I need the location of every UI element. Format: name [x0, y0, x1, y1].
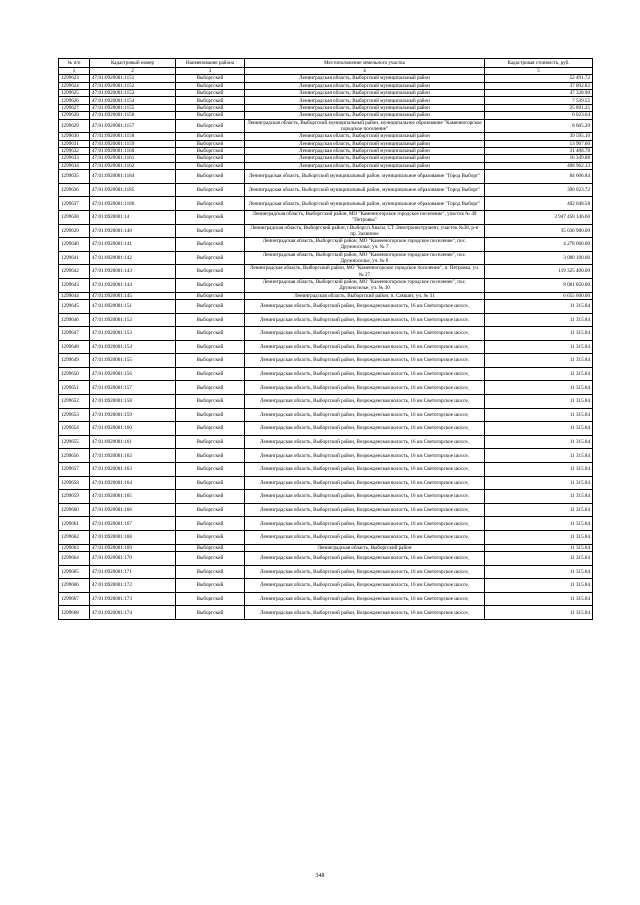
district-name: Выборгский — [176, 162, 245, 169]
location: Ленинградская область, Выборгский муниципальный район, муниципальное образование "Каменногорское городское поселение" — [245, 119, 485, 133]
table-row — [59, 104, 593, 111]
cadastral-number: 47:01:0920001:144 — [90, 278, 176, 292]
cadastral-number: 47:01:0920001:163 — [90, 463, 176, 477]
row-index: 1299644 — [59, 292, 90, 299]
table-row — [59, 327, 593, 341]
district-name: Выборгский — [176, 606, 245, 620]
row-index: 1299654 — [59, 422, 90, 436]
cadastral-number: 47:01:0920001:1162 — [90, 162, 176, 169]
row-index: 1299659 — [59, 490, 90, 504]
cadastral-number: 47:01:0920001:153 — [90, 327, 176, 341]
district-name: Выборгский — [176, 104, 245, 111]
cadastral-number: 47:01:0920001:1158 — [90, 133, 176, 140]
cadastral-cost: 7 539.55 — [485, 97, 593, 104]
cadastral-cost: 3 080 100.00 — [485, 251, 593, 265]
row-index: 1299642 — [59, 265, 90, 279]
column-number: 2 — [90, 68, 176, 75]
row-index: 1299658 — [59, 476, 90, 490]
row-index: 1299651 — [59, 381, 90, 395]
district-name: Выборгский — [176, 490, 245, 504]
cadastral-cost: 47 328.90 — [485, 90, 593, 97]
table-row — [59, 592, 593, 606]
table-row — [59, 299, 593, 313]
table-row — [59, 503, 593, 517]
cadastral-number: 47:01:0920001:141 — [90, 238, 176, 252]
row-index: 1299629 — [59, 119, 90, 133]
district-name: Выборгский — [176, 463, 245, 477]
cadastral-number: 47:01:0920001:145 — [90, 292, 176, 299]
table-row — [59, 422, 593, 436]
table-row — [59, 490, 593, 504]
row-index: 1299656 — [59, 449, 90, 463]
location: Ленинградская область, Выборгский район, Возрожденская волость, 16 км Светогорское шоссе, — [245, 408, 485, 422]
district-name: Выборгский — [176, 133, 245, 140]
location: Ленинградская область, Выборгский муниципальный район — [245, 75, 485, 82]
district-name: Выборгский — [176, 579, 245, 593]
cadastral-cost: 31 408.78 — [485, 148, 593, 155]
cadastral-number: 47:01:0920001:1156 — [90, 112, 176, 119]
table-row — [59, 408, 593, 422]
table-row — [59, 197, 593, 211]
row-index: 1299643 — [59, 278, 90, 292]
cadastral-cost: 11 315.84 — [485, 381, 593, 395]
cadastral-cost: 11 315.84 — [485, 340, 593, 354]
cadastral-cost: 11 315.84 — [485, 327, 593, 341]
location: Ленинградская область, Выборгский район, г.Выборг,п.Хвагы, СТ Электроинструмент, участок №38, р-н пр. Залинное — [245, 224, 485, 238]
district-name: Выборгский — [176, 408, 245, 422]
cadastral-number: 47:01:0920001:1153 — [90, 90, 176, 97]
table-row — [59, 112, 593, 119]
district-name: Выборгский — [176, 381, 245, 395]
location: Ленинградская область, Выборгский район, МО "Каменногорское городское поселение", пос. Дружноселье, уч. № 7 — [245, 238, 485, 252]
table-row — [59, 155, 593, 162]
location: Ленинградская область, Выборгский район, Возрожденская волость, 16 км Светогорское шоссе, — [245, 299, 485, 313]
table-row — [59, 367, 593, 381]
cadastral-number: 47:01:0920001:160 — [90, 422, 176, 436]
table-row — [59, 133, 593, 140]
location: Ленинградская область, Выборгский район, Возрожденская волость, 16 км Светогорское шоссе, — [245, 476, 485, 490]
location: Ленинградская область, Выборгский муниципальный район — [245, 97, 485, 104]
cadastral-number: 47:01:0920001:1161 — [90, 155, 176, 162]
location: Ленинградская область, Выборгский район, Возрожденская волость, 16 км Светогорское шоссе, — [245, 606, 485, 620]
location: Ленинградская область, Выборгский район, Возрожденская волость, 16 км Светогорское шоссе, — [245, 463, 485, 477]
cadastral-number: 47:01:0920001:155 — [90, 354, 176, 368]
cadastral-number: 47:01:0920001:1184 — [90, 170, 176, 184]
cadastral-number: 47:01:0920001:174 — [90, 606, 176, 620]
cadastral-cost: 11 315.84 — [485, 552, 593, 566]
column-number: 5 — [485, 68, 593, 75]
district-name: Выборгский — [176, 354, 245, 368]
cadastral-cost: 390 023.72 — [485, 183, 593, 197]
cadastral-number: 47:01:0920001:164 — [90, 476, 176, 490]
district-name: Выборгский — [176, 183, 245, 197]
location: Ленинградская область, Выборгский район, Возрожденская волость, 16 км Светогорское шоссе, — [245, 517, 485, 531]
district-name: Выборгский — [176, 278, 245, 292]
cadastral-cost: 84 606.84 — [485, 170, 593, 184]
cadastral-number: 47:01:0920001:1152 — [90, 82, 176, 89]
table-row — [59, 449, 593, 463]
district-name: Выборгский — [176, 148, 245, 155]
cadastral-number: 47:01:0920001:158 — [90, 395, 176, 409]
location: Ленинградская область, Выборгский район, Возрожденская волость, 16 км Светогорское шоссе, — [245, 327, 485, 341]
table-row — [59, 395, 593, 409]
table-row — [59, 119, 593, 133]
cadastral-number: 47:01:0920001:152 — [90, 313, 176, 327]
location: Ленинградская область, Выборгский район, Возрожденская волость, 16 км Светогорское шоссе, — [245, 367, 485, 381]
row-index: 1299650 — [59, 367, 90, 381]
row-index: 1299628 — [59, 112, 90, 119]
location: Ленинградская область, Выборгский район, Возрожденская волость, 16 км Светогорское шоссе, — [245, 435, 485, 449]
table-row — [59, 463, 593, 477]
district-name: Выборгский — [176, 517, 245, 531]
cadastral-cost: 11 315.84 — [485, 606, 593, 620]
table-row — [59, 552, 593, 566]
location: Ленинградская область, Выборгский район — [245, 544, 485, 551]
row-index: 1299660 — [59, 503, 90, 517]
row-index: 1299653 — [59, 408, 90, 422]
location: Ленинградская область, Выборгский район, МО "Каменногорское городское поселение", пос. Дружноселье, уч. № 8 — [245, 251, 485, 265]
location: Ленинградская область, Выборгский муниципальный район — [245, 82, 485, 89]
row-index: 1299655 — [59, 435, 90, 449]
location: Ленинградская область, Выборгский муниципальный район — [245, 90, 485, 97]
district-name: Выборгский — [176, 476, 245, 490]
location: Ленинградская область, Выборгский муниципальный район — [245, 112, 485, 119]
cadastral-cost: 16 349.88 — [485, 155, 593, 162]
table-row — [59, 544, 593, 551]
cadastral-cost: 11 315.84 — [485, 435, 593, 449]
row-index: 1299624 — [59, 82, 90, 89]
cadastral-cost: 11 315.84 — [485, 544, 593, 551]
district-name: Выборгский — [176, 299, 245, 313]
cadastral-cost: 11 315.84 — [485, 299, 593, 313]
cadastral-number: 47:01:0920001:156 — [90, 367, 176, 381]
row-index: 1299652 — [59, 395, 90, 409]
district-name: Выборгский — [176, 340, 245, 354]
row-index: 1299668 — [59, 606, 90, 620]
cadastral-cost: 11 315.84 — [485, 449, 593, 463]
table-row — [59, 251, 593, 265]
row-index: 1299649 — [59, 354, 90, 368]
location: Ленинградская область, Выборгский район, МО "Каменногорское городское поселение", пос. Дружноселье, уч. № 30 — [245, 278, 485, 292]
cadastral-number: 47:01:0920001:173 — [90, 592, 176, 606]
location: Ленинградская область, Выборгский муниципальный район, муниципальное образование "Город Выборг" — [245, 183, 485, 197]
cadastral-cost: 4 278 600.00 — [485, 238, 593, 252]
row-index: 1299639 — [59, 224, 90, 238]
location: Ленинградская область, Выборгский муниципальный район — [245, 155, 485, 162]
cadastral-number: 47:01:0920001:1154 — [90, 97, 176, 104]
row-index: 1299667 — [59, 592, 90, 606]
row-index: 1299626 — [59, 97, 90, 104]
header-location: Местоположение земельного участка — [245, 59, 485, 68]
table-row — [59, 340, 593, 354]
row-index: 1299645 — [59, 299, 90, 313]
cadastral-number: 47:01:0920001:14 — [90, 210, 176, 224]
table-row — [59, 517, 593, 531]
cadastral-cost: 11 315.84 — [485, 531, 593, 545]
district-name: Выборгский — [176, 565, 245, 579]
table-row — [59, 476, 593, 490]
district-name: Выборгский — [176, 238, 245, 252]
table-row — [59, 579, 593, 593]
district-name: Выборгский — [176, 140, 245, 147]
location: Ленинградская область, Выборгский район, Возрожденская волость, 16 км Светогорское шоссе, — [245, 449, 485, 463]
header-cost: Кадастровая стоимость, руб. — [485, 59, 593, 68]
location: Ленинградская область, Выборгский район, Возрожденская волость, 16 км Светогорское шоссе, — [245, 381, 485, 395]
cadastral-number: 47:01:0920001:1159 — [90, 140, 176, 147]
location: Ленинградская область, Выборгский район, Возрожденская волость, 16 км Светогорское шоссе, — [245, 552, 485, 566]
row-index: 1299648 — [59, 340, 90, 354]
cadastral-cost: 11 315.84 — [485, 422, 593, 436]
row-index: 1299663 — [59, 544, 90, 551]
row-index: 1299666 — [59, 579, 90, 593]
row-index: 1299627 — [59, 104, 90, 111]
district-name: Выборгский — [176, 435, 245, 449]
cadastral-cost: 11 315.84 — [485, 592, 593, 606]
district-name: Выборгский — [176, 112, 245, 119]
table-row — [59, 435, 593, 449]
table-row — [59, 531, 593, 545]
cadastral-cost: 11 315.84 — [485, 408, 593, 422]
table-row — [59, 381, 593, 395]
header-cadastral-number: Кадастровый номер — [90, 59, 176, 68]
column-number: 4 — [245, 68, 485, 75]
table-row — [59, 565, 593, 579]
location: Ленинградская область, Выборгский район, МО "Каменногорское городское поселение", п. Петровка, уч. № 27 — [245, 265, 485, 279]
location: Ленинградская область, Выборгский муниципальный район — [245, 162, 485, 169]
row-index: 1299662 — [59, 531, 90, 545]
cadastral-cost: 11 315.84 — [485, 517, 593, 531]
cadastral-number: 47:01:0920001:167 — [90, 517, 176, 531]
district-name: Выборгский — [176, 503, 245, 517]
location: Ленинградская область, Выборгский район, Возрожденская волость, 16 км Светогорское шоссе, — [245, 313, 485, 327]
cadastral-cost: 25 891.25 — [485, 104, 593, 111]
table-row — [59, 97, 593, 104]
district-name: Выборгский — [176, 97, 245, 104]
row-index: 1299641 — [59, 251, 90, 265]
cadastral-cost: 13 907.60 — [485, 140, 593, 147]
district-name: Выборгский — [176, 224, 245, 238]
cadastral-number: 47:01:0920001:157 — [90, 381, 176, 395]
cadastral-cost: 11 315.84 — [485, 476, 593, 490]
cadastral-number: 47:01:0920001:168 — [90, 531, 176, 545]
location: Ленинградская область, Выборгский район, Возрожденская волость, 16 км Светогорское шоссе, — [245, 565, 485, 579]
cadastral-number: 47:01:0920001:1151 — [90, 75, 176, 82]
location: Ленинградская область, Выборгский район, Возрожденская волость, 16 км Светогорское шоссе, — [245, 395, 485, 409]
district-name: Выборгский — [176, 544, 245, 551]
cadastral-number: 47:01:0920001:159 — [90, 408, 176, 422]
row-index: 1299637 — [59, 197, 90, 211]
cadastral-number: 47:01:0920001:171 — [90, 565, 176, 579]
location: Ленинградская область, Выборгский район, Возрожденская волость, 16 км Светогорское шоссе, — [245, 579, 485, 593]
district-name: Выборгский — [176, 210, 245, 224]
table-row — [59, 75, 593, 82]
cadastral-cost: 402 048.58 — [485, 197, 593, 211]
district-name: Выборгский — [176, 82, 245, 89]
row-index: 1299634 — [59, 162, 90, 169]
district-name: Выборгский — [176, 75, 245, 82]
location: Ленинградская область, Выборгский район, Возрожденская волость, 16 км Светогорское шоссе, — [245, 592, 485, 606]
row-index: 1299630 — [59, 133, 90, 140]
district-name: Выборгский — [176, 422, 245, 436]
location: Ленинградская область, Выборгский муниципальный район — [245, 140, 485, 147]
location: Ленинградская область, Выборгский муниципальный район — [245, 148, 485, 155]
location: Ленинградская область, Выборгский муниципальный район — [245, 104, 485, 111]
cadastral-cost: 408 962.13 — [485, 162, 593, 169]
cadastral-cost: 11 315.84 — [485, 395, 593, 409]
cadastral-number: 47:01:0920001:142 — [90, 251, 176, 265]
row-index: 1299664 — [59, 552, 90, 566]
table-row — [59, 170, 593, 184]
district-name: Выборгский — [176, 552, 245, 566]
column-number-row — [59, 68, 593, 75]
table-row — [59, 148, 593, 155]
cadastral-cost: 11 315.84 — [485, 313, 593, 327]
cadastral-number: 47:01:0920001:1160 — [90, 148, 176, 155]
district-name: Выборгский — [176, 395, 245, 409]
district-name: Выборгский — [176, 251, 245, 265]
cadastral-cost: 11 315.84 — [485, 463, 593, 477]
district-name: Выборгский — [176, 90, 245, 97]
cadastral-number: 47:01:0920001:151 — [90, 299, 176, 313]
district-name: Выборгский — [176, 265, 245, 279]
location: Ленинградская область, Выборгский район, Возрожденская волость, 16 км Светогорское шоссе, — [245, 422, 485, 436]
district-name: Выборгский — [176, 313, 245, 327]
cadastral-cost: 3 947 450 146.60 — [485, 210, 593, 224]
location: Ленинградская область, Выборгский район, МО "Каменногорское городское поселение", участок № 49 "Петровка" — [245, 210, 485, 224]
row-index: 1299657 — [59, 463, 90, 477]
cadastral-cost: 119 325 400.00 — [485, 265, 593, 279]
cadastral-cost: 8 605.20 — [485, 119, 593, 133]
location: Ленинградская область, Выборгский муниципальный район — [245, 133, 485, 140]
row-index: 1299638 — [59, 210, 90, 224]
cadastral-cost: 52 491.72 — [485, 75, 593, 82]
table-row — [59, 224, 593, 238]
district-name: Выборгский — [176, 292, 245, 299]
location: Ленинградская область, Выборгский район, Возрожденская волость, 16 км Светогорское шоссе, — [245, 503, 485, 517]
table-row — [59, 265, 593, 279]
location: Ленинградская область, Выборгский район, Возрожденская волость, 16 км Светогорское шоссе, — [245, 531, 485, 545]
cadastral-number: 47:01:0920001:1186 — [90, 197, 176, 211]
district-name: Выборгский — [176, 327, 245, 341]
row-index: 1299661 — [59, 517, 90, 531]
location: Ленинградская область, Выборгский район, п. Самшит, уч. № 31 — [245, 292, 485, 299]
column-number: 3 — [176, 68, 245, 75]
location: Ленинградская область, Выборгский район, Возрожденская волость, 16 км Светогорское шоссе, — [245, 354, 485, 368]
row-index: 1299623 — [59, 75, 90, 82]
district-name: Выборгский — [176, 119, 245, 133]
table-row — [59, 292, 593, 299]
table-row — [59, 606, 593, 620]
cadastral-number: 47:01:0920001:166 — [90, 503, 176, 517]
cadastral-number: 47:01:0920001:162 — [90, 449, 176, 463]
row-index: 1299632 — [59, 148, 90, 155]
cadastral-cost: 11 315.84 — [485, 579, 593, 593]
page-number: 348 — [315, 873, 325, 879]
row-index: 1299640 — [59, 238, 90, 252]
district-name: Выборгский — [176, 592, 245, 606]
table-row — [59, 278, 593, 292]
district-name: Выборгский — [176, 170, 245, 184]
cadastral-cost: 11 315.84 — [485, 354, 593, 368]
cadastral-number: 47:01:0920001:1185 — [90, 183, 176, 197]
cadastral-cost: 11 315.84 — [485, 490, 593, 504]
cadastral-number: 47:01:0920001:154 — [90, 340, 176, 354]
row-index: 1299625 — [59, 90, 90, 97]
header-index: № п/п — [59, 59, 90, 68]
cadastral-number: 47:01:0920001:161 — [90, 435, 176, 449]
cadastral-cost: 35 036 980.00 — [485, 224, 593, 238]
row-index: 1299665 — [59, 565, 90, 579]
cadastral-table — [58, 58, 593, 620]
header-district: Наименование района — [176, 59, 245, 68]
cadastral-number: 47:01:0920001:140 — [90, 224, 176, 238]
cadastral-cost: 11 315.84 — [485, 367, 593, 381]
cadastral-number: 47:01:0920001:1157 — [90, 119, 176, 133]
cadastral-cost: 11 315.84 — [485, 503, 593, 517]
table-row — [59, 210, 593, 224]
district-name: Выборгский — [176, 155, 245, 162]
location: Ленинградская область, Выборгский район, Возрожденская волость, 16 км Светогорское шоссе, — [245, 490, 485, 504]
table-row — [59, 90, 593, 97]
cadastral-number: 47:01:0920001:1155 — [90, 104, 176, 111]
table-row — [59, 82, 593, 89]
cadastral-cost: 6 655 600.00 — [485, 292, 593, 299]
cadastral-number: 47:01:0920001:165 — [90, 490, 176, 504]
district-name: Выборгский — [176, 449, 245, 463]
cadastral-cost: 11 315.84 — [485, 565, 593, 579]
district-name: Выборгский — [176, 197, 245, 211]
row-index: 1299647 — [59, 327, 90, 341]
row-index: 1299636 — [59, 183, 90, 197]
district-name: Выборгский — [176, 531, 245, 545]
row-index: 1299646 — [59, 313, 90, 327]
row-index: 1299633 — [59, 155, 90, 162]
cadastral-number: 47:01:0920001:143 — [90, 265, 176, 279]
table-row — [59, 238, 593, 252]
table-row — [59, 140, 593, 147]
district-name: Выборгский — [176, 367, 245, 381]
location: Ленинградская область, Выборгский муниципальный район, муниципальное образование "Город Выборг" — [245, 197, 485, 211]
table-row — [59, 313, 593, 327]
table-row — [59, 354, 593, 368]
header-row — [59, 59, 593, 68]
table-header — [59, 59, 593, 75]
cadastral-cost: 6 023.64 — [485, 112, 593, 119]
cadastral-cost: 39 595.10 — [485, 133, 593, 140]
table-row — [59, 183, 593, 197]
cadastral-number: 47:01:0920001:169 — [90, 544, 176, 551]
cadastral-number: 47:01:0920001:170 — [90, 552, 176, 566]
location: Ленинградская область, Выборгский муниципальный район, муниципальное образование "Город Выборг" — [245, 170, 485, 184]
cadastral-cost: 37 892.83 — [485, 82, 593, 89]
table-body — [59, 75, 593, 620]
table-row — [59, 162, 593, 169]
column-number: 1 — [59, 68, 90, 75]
row-index: 1299635 — [59, 170, 90, 184]
cadastral-cost: 8 081 850.00 — [485, 278, 593, 292]
cadastral-number: 47:01:0920001:172 — [90, 579, 176, 593]
location: Ленинградская область, Выборгский район, Возрожденская волость, 16 км Светогорское шоссе, — [245, 340, 485, 354]
row-index: 1299631 — [59, 140, 90, 147]
